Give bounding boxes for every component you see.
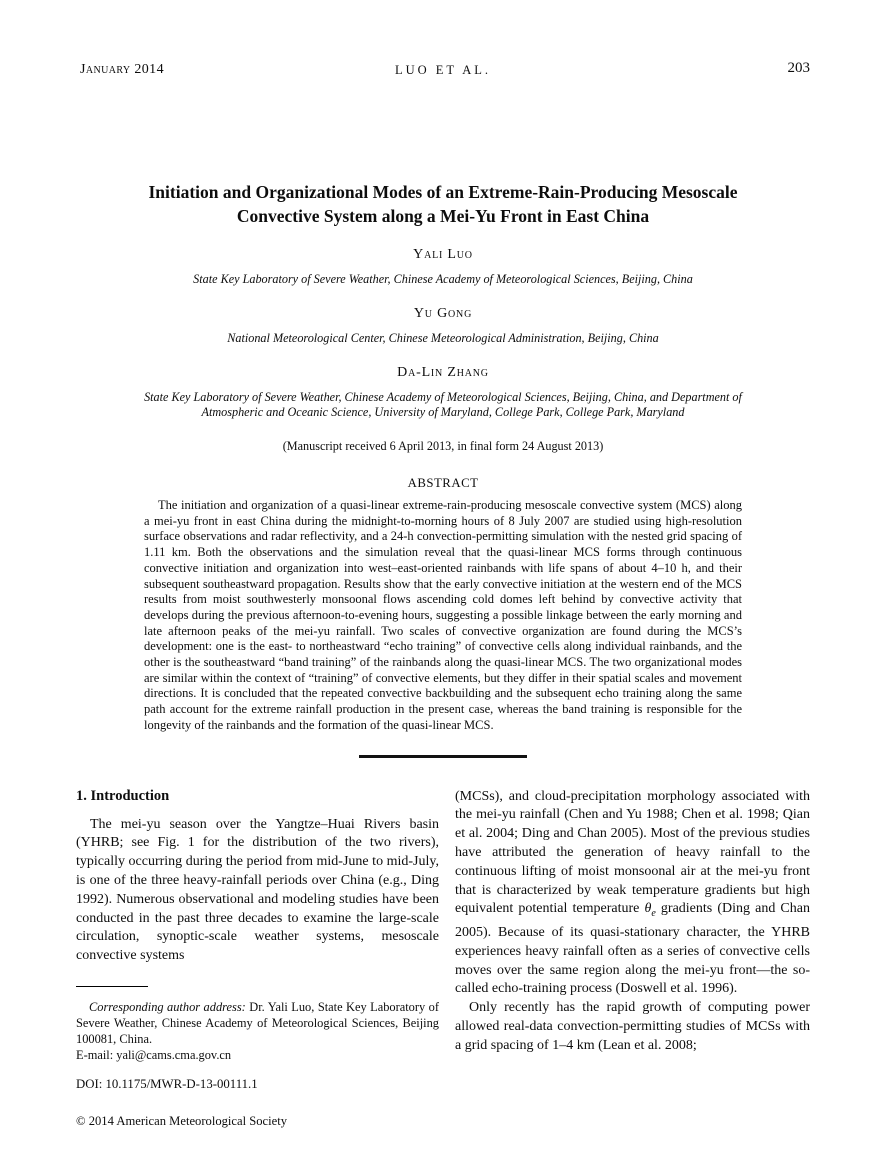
copyright-line: © 2014 American Meteorological Society <box>76 1113 288 1128</box>
two-column-body <box>76 785 810 1159</box>
abstract-heading: ABSTRACT <box>407 476 479 490</box>
author-affiliation-1: State Key Laboratory of Severe Weather, Chinese Academy of Meteorological Sciences, Beijing, China <box>193 272 693 286</box>
author-name-2: Yu Gong <box>413 306 473 321</box>
page-header <box>76 62 810 80</box>
footnote-rule <box>76 986 148 987</box>
abstract <box>144 498 742 734</box>
article-title <box>76 180 810 228</box>
right-column <box>455 785 810 1159</box>
theta-e-symbol: θ <box>644 901 652 917</box>
corresponding-author-note <box>76 1000 439 1047</box>
running-head: LUO ET AL. <box>394 63 492 77</box>
corresponding-author-label: Corresponding author address: <box>89 1000 246 1015</box>
doi-line: DOI: 10.1175/MWR-D-13-00111.1 <box>76 1076 258 1091</box>
corresponding-author-address: Dr. Yali Luo, State Key Laboratory of Severe Weather, Chinese Academy of Meteorological Sciences, Beijing 100081, China. <box>76 1000 439 1046</box>
author-name-1: Yali Luo <box>413 247 473 262</box>
manuscript-history-note: (Manuscript received 6 April 2013, in final form 24 August 2013) <box>282 439 604 453</box>
left-column <box>76 785 439 1159</box>
page-number: 203 <box>787 60 810 76</box>
author-name-3: Da-Lin Zhang <box>397 365 489 380</box>
footnote-block <box>76 986 439 1158</box>
author-affiliation-3: State Key Laboratory of Severe Weather, Chinese Academy of Meteorological Sciences, Beijing, China, and Department of Atmospheric and Oceanic Science, University of Maryland, College Park, College Park, Maryland <box>144 390 742 419</box>
article-title-line2: Convective System along a Mei-Yu Front in East China <box>236 206 650 226</box>
intro-paragraph-right-1: (MCSs), and cloud-precipitation morphology associated with the mei-yu rainfall (Chen and Yu 1988; Chen et al. 1998; Qian et al. 2004; Ding and Chan 2005). Most of the previous studies have attributed the generation of heavy rainfall to the continuous lifting of moist monsoonal air at the mei-yu front that is characterized by weak temperature gradients but high equivalent potential temperature $\theta_e$ gradients (Ding and Chan 2005). Because of its quasi-stationary character, the YHRB experiences heavy rainfall often as a series of convective cells moves over the same region along the mei-yu front—the so-called echo-training process (Doswell et al. 1996). <box>455 788 810 997</box>
section-heading-introduction: 1. Introduction <box>76 787 170 804</box>
article-title-line1: Initiation and Organizational Modes of an Extreme-Rain-Producing Mesoscale <box>148 182 738 202</box>
abstract-body-divider <box>359 755 527 758</box>
column-gap <box>439 785 455 1159</box>
theta-e-subscript: e <box>651 908 656 920</box>
corresponding-author-email: E-mail: yali@cams.cma.gov.cn <box>76 1047 232 1062</box>
abstract-paragraph: The initiation and organization of a quasi-linear extreme-rain-producing mesoscale convective system (MCS) along a mei-yu front in east China during the midnight-to-morning hours of 8 July 2007 are studied using high-resolution surface observations and radar reflectivity, and a 24-h convection-permitting simulation with the nested grid spacing of 1.11 km. Both the observations and the simulation reveal that the quasi-linear MCS forms through continuous convective initiation and organization into west–east-oriented rainbands with life spans of about 4–10 h, and their subsequent southeastward propagation. Results show that the early convective initiation at the western end of the MCS results from moist southwesterly monsoonal flows ascending cold domes left behind by convective activity that develops during the previous afternoon-to-evening hours, suggesting a possible linkage between the early morning and late afternoon peaks of the mei-yu rainfall. Two scales of convective organization are found during the MCS’s development: one is the east- to northeastward “echo training” of convective cells along individual rainbands, and the other is the southeastward “band training” of the rainbands along the quasi-linear MCS. The two organizational modes are similar within the context of “training” of convective elements, but they differ in their spatial scales and movement directions. It is concluded that the repeated convective backbuilding and the subsequent echo training along the same path account for the extreme rainfall production in the present case, whereas the band training is responsible for the longevity of the rainbands and the formation of the quasi-linear MCS. <box>144 498 742 732</box>
intro-paragraph-right-2: Only recently has the rapid growth of computing power allowed real-data convection-permitting studies of MCSs with a grid spacing of 1–4 km (Lean et al. 2008; <box>455 1000 810 1053</box>
intro-paragraph-left: The mei-yu season over the Yangtze–Huai Rivers basin (YHRB; see Fig. 1 for the distribution of the two rivers), typically occurring during the period from mid-June to mid-July, is one of the three heavy-rainfall periods over China (e.g., Ding 1992). Numerous observational and modeling studies have been conducted in the past three decades to examine the large-scale circulation, synoptic-scale weather systems, mesoscale convective systems <box>76 816 439 964</box>
author-affiliation-2: National Meteorological Center, Chinese Meteorological Administration, Beijing, China <box>227 331 659 345</box>
journal-issue-date: January 2014 <box>80 62 164 77</box>
